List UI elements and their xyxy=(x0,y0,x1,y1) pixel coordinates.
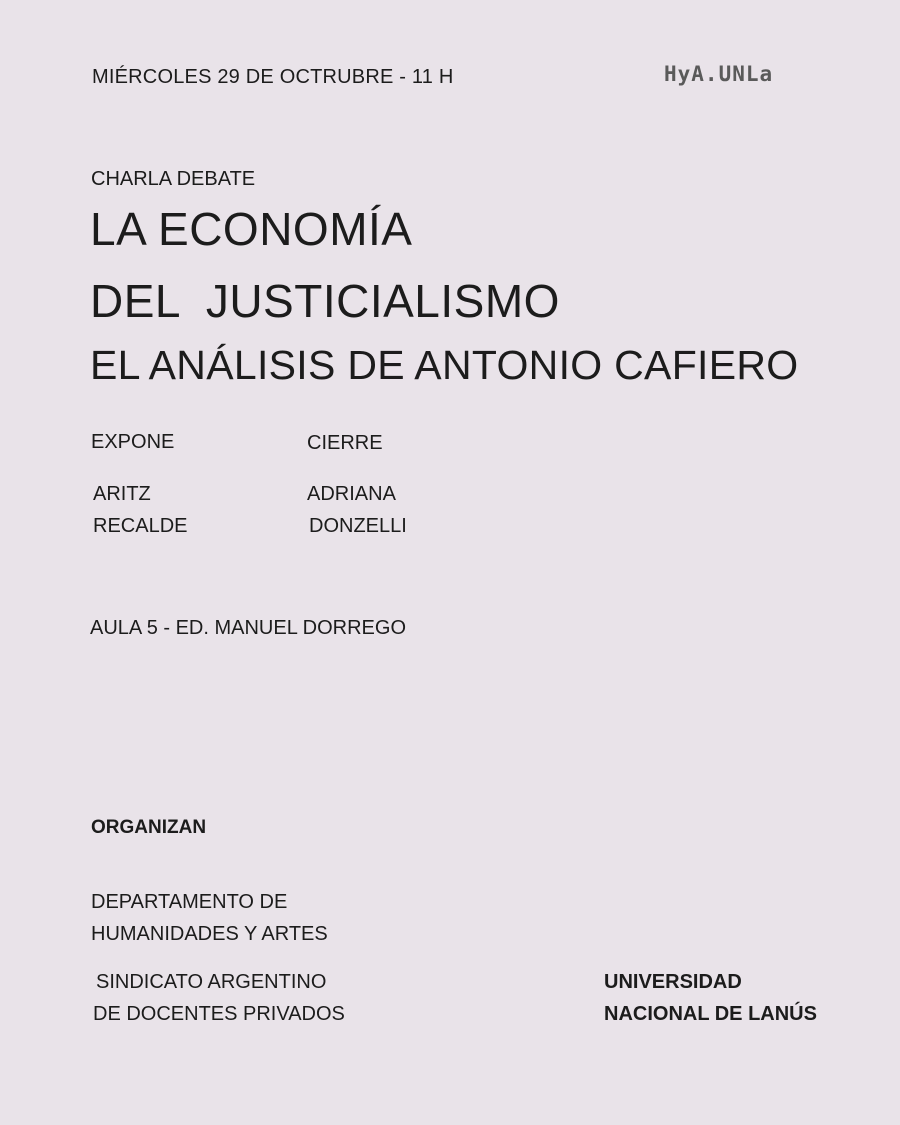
event-title-line-2: DEL JUSTICIALISMO xyxy=(90,275,560,327)
event-title-line-1: LA ECONOMÍA xyxy=(90,203,413,255)
university-name xyxy=(604,966,817,1030)
expone-speaker-name xyxy=(93,478,187,542)
hya-unla-logo: HyA.UNLa xyxy=(664,62,774,86)
expone-name-last: RECALDE xyxy=(93,515,188,537)
event-subtitle: EL ANÁLISIS DE ANTONIO CAFIERO xyxy=(90,342,799,388)
organizer-department-line-1: DEPARTAMENTO DE xyxy=(91,891,288,913)
cierre-name-first: ADRIANA xyxy=(307,483,396,505)
cierre-name-last: DONZELLI xyxy=(309,515,407,537)
event-date-time: MIÉRCOLES 29 DE OCTRUBRE - 11 H xyxy=(92,66,454,88)
expone-label: EXPONE xyxy=(91,431,175,453)
organizers-label: ORGANIZAN xyxy=(91,817,207,838)
organizer-department-line-2: HUMANIDADES Y ARTES xyxy=(91,923,328,945)
event-kicker: CHARLA DEBATE xyxy=(91,168,256,190)
organizer-department xyxy=(91,886,328,950)
organizer-union-line-2: DE DOCENTES PRIVADOS xyxy=(93,1003,345,1025)
organizer-union-line-1: SINDICATO ARGENTINO xyxy=(96,971,327,993)
university-name-line-1: UNIVERSIDAD xyxy=(604,971,742,993)
event-venue: AULA 5 - ED. MANUEL DORREGO xyxy=(90,617,406,639)
cierre-speaker-name xyxy=(307,478,407,542)
organizer-union xyxy=(93,966,345,1030)
cierre-label: CIERRE xyxy=(307,432,383,454)
university-name-line-2: NACIONAL DE LANÚS xyxy=(604,1003,817,1025)
expone-name-first: ARITZ xyxy=(93,483,151,505)
